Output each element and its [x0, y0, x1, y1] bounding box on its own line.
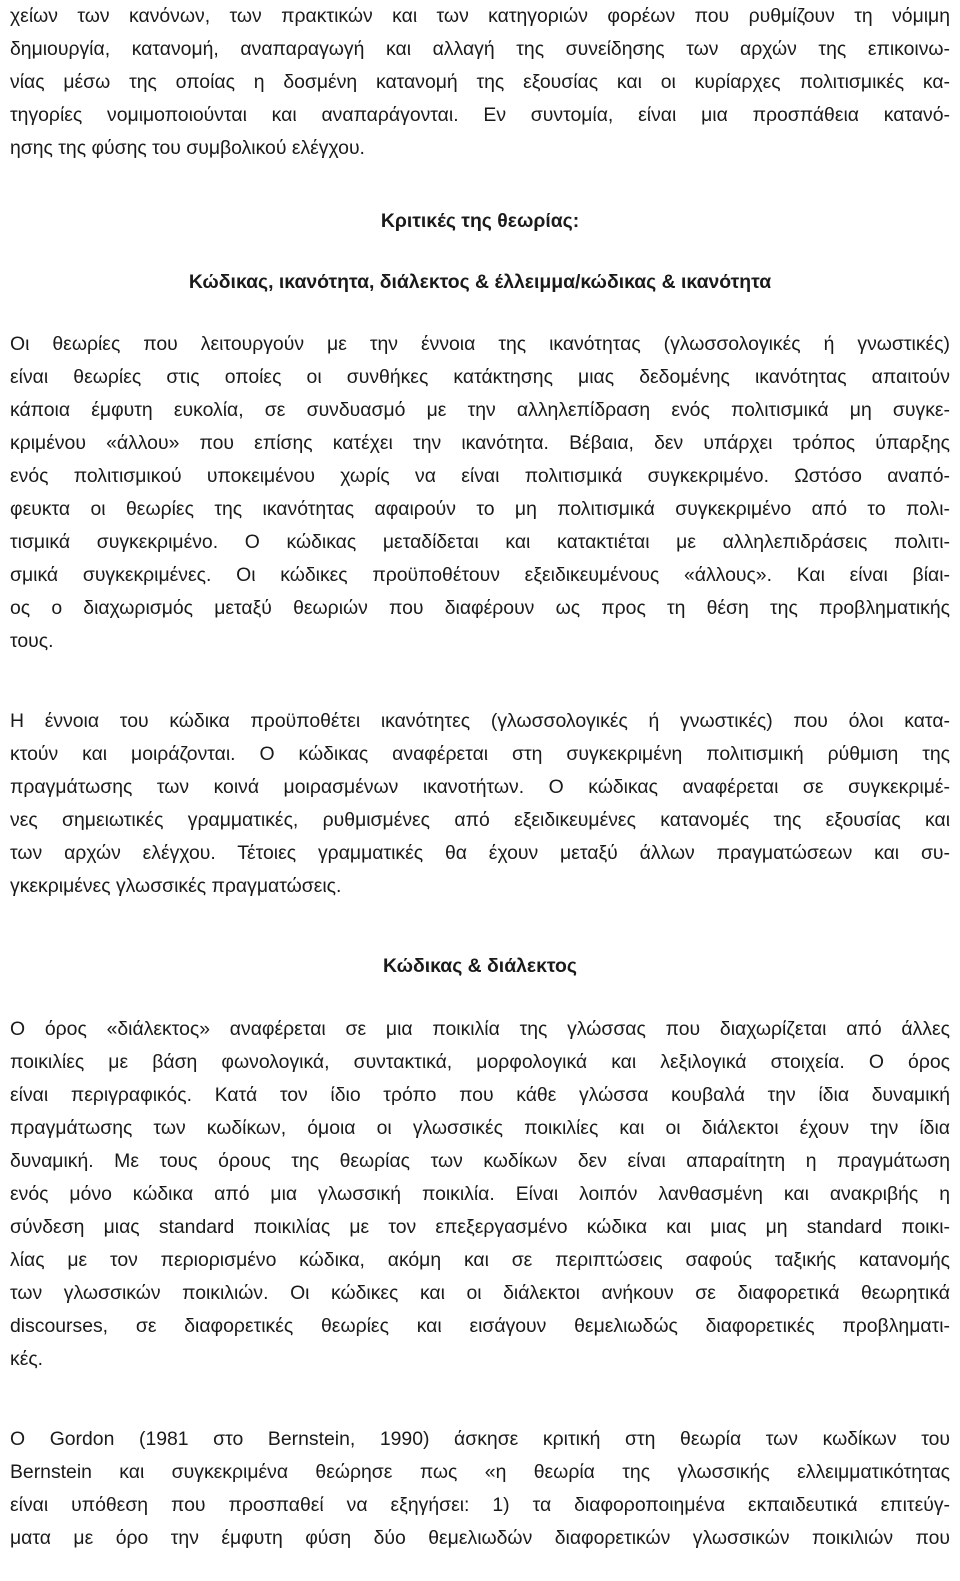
text-line: σμικά συγκεκριμένες. Οι κώδικες προϋποθέτουν εξειδικευμένους «άλλους». Και είναι βίαι-	[10, 564, 950, 586]
text-line: πραγμάτωσης των κοινά μοιρασμένων ικανοτήτων. Ο κώδικας αναφέρεται σε συγκεκριμέ-	[10, 776, 950, 798]
text-line: κάποια έμφυτη ευκολία, σε συνδυασμό με την αλληλεπίδραση ενός πολιτισμικά μη συγκε-	[10, 399, 950, 421]
text-line: λίας με τον περιορισμένο κώδικα, ακόμη και σε περιπτώσεις σαφούς ταξικής κατανομής	[10, 1249, 950, 1271]
text-line: ποικιλίες με βάση φωνολογικά, συντακτικά, μορφολογικά και λεξιλογικά στοιχεία. Ο όρος	[10, 1051, 950, 1073]
text-line: τηγορίες νομιμοποιούνται και αναπαράγονται. Εν συντομία, είναι μια προσπάθεια κατανό-	[10, 104, 950, 126]
text-line: Bernstein και συγκεκριμένα θεώρησε πως «η θεωρία της γλωσσικής ελλειμματικότητας	[10, 1461, 950, 1483]
text-line: κές.	[10, 1348, 44, 1370]
text-line: σύνδεση μιας standard ποικιλίας με τον επεξεργασμένο κώδικα και μιας μη standard ποικι-	[10, 1216, 950, 1238]
text-line: νες σημειωτικές γραμματικές, ρυθμισμένες από εξειδικευμένες κατανομές της εξουσίας και	[10, 809, 950, 831]
text-line: τους.	[10, 630, 54, 652]
section-heading: Κώδικας & διάλεκτος	[383, 955, 577, 977]
text-line: νίας μέσω της οποίας η δοσμένη κατανομή της εξουσίας και οι κυρίαρχες πολιτισμικές κα-	[10, 71, 950, 93]
text-line: είναι περιγραφικός. Κατά τον ίδιο τρόπο που κάθε γλώσσα κουβαλά την ίδια δυναμική	[10, 1084, 950, 1106]
text-line: Ο όρος «διάλεκτος» αναφέρεται σε μια ποικιλία της γλώσσας που διαχωρίζεται από άλλες	[10, 1018, 950, 1040]
text-line: Οι θεωρίες που λειτουργούν με την έννοια της ικανότητας (γλωσσολογικές ή γνωστικές)	[10, 333, 950, 355]
text-line: ματα με όρο την έμφυτη φύση δύο θεμελιωδών διαφορετικών γλωσσικών ποικιλιών που	[10, 1527, 950, 1549]
text-line: ενός μόνο κώδικα από μια γλωσσική ποικιλία. Είναι λοιπόν λανθασμένη και ανακριβής η	[10, 1183, 950, 1205]
text-line: τισμικά συγκεκριμένο. Ο κώδικας μεταδίδεται και κατακτιέται με αλληλεπιδράσεις πολιτι-	[10, 531, 950, 553]
text-line: discourses, σε διαφορετικές θεωρίες και εισάγουν θεμελιωδώς διαφορετικές προβληματι-	[10, 1315, 950, 1337]
text-line: κτούν και μοιράζονται. Ο κώδικας αναφέρεται στη συγκεκριμένη πολιτισμική ρύθμιση της	[10, 743, 950, 765]
section-heading: Κριτικές της θεωρίας:	[380, 210, 580, 232]
text-line: γκεκριμένες γλωσσικές πραγματώσεις.	[10, 875, 342, 897]
text-line: ησης της φύσης του συμβολικού ελέγχου.	[10, 137, 365, 159]
text-line: κριμένου «άλλου» που επίσης κατέχει την ικανότητα. Βέβαια, δεν υπάρχει τρόπος ύπαρξης	[10, 432, 950, 454]
section-subheading: Κώδικας, ικανότητα, διάλεκτος & έλλειμμα/κώδικας & ικανότητα	[188, 271, 772, 293]
text-line: είναι θεωρίες στις οποίες οι συνθήκες κατάκτησης μιας δεδομένης ικανότητας απαιτούν	[10, 366, 950, 388]
text-line: Η έννοια του κώδικα προϋποθέτει ικανότητες (γλωσσολογικές ή γνωστικές) που όλοι κατα-	[10, 710, 950, 732]
text-line: δημιουργία, κατανομή, αναπαραγωγή και αλλαγή της συνείδησης των αρχών της επικοινω-	[10, 38, 950, 60]
text-line: ος ο διαχωρισμός μεταξύ θεωριών που διαφέρουν ως προς τη θέση της προβληματικής	[10, 597, 950, 619]
text-line: πραγμάτωσης των κωδίκων, όμοια οι γλωσσικές ποικιλίες και οι διάλεκτοι έχουν την ίδια	[10, 1117, 950, 1139]
text-line: είναι υπόθεση που προσπαθεί να εξηγήσει: 1) τα διαφοροποιημένα εκπαιδευτικά επιτεύγ-	[10, 1494, 950, 1516]
text-line: των αρχών ελέγχου. Τέτοιες γραμματικές θα έχουν μεταξύ άλλων πραγματώσεων και συ-	[10, 842, 950, 864]
text-line: χείων των κανόνων, των πρακτικών και των κατηγοριών φορέων που ρυθμίζουν τη νόμιμη	[10, 5, 950, 27]
text-line: Ο Gordon (1981 στο Bernstein, 1990) άσκησε κριτική στη θεωρία των κωδίκων του	[10, 1428, 950, 1450]
text-line: των γλωσσικών ποικιλιών. Οι κώδικες και οι διάλεκτοι ανήκουν σε διαφορετικά θεωρητικά	[10, 1282, 950, 1304]
text-line: φευκτα οι θεωρίες της ικανότητας αφαιρούν το μη πολιτισμικά συγκεκριμένο από το πολι-	[10, 498, 950, 520]
text-line: ενός πολιτισμικού υποκειμένου χωρίς να είναι πολιτισμικά συγκεκριμένο. Ωστόσο αναπό-	[10, 465, 950, 487]
text-line: δυναμική. Με τους όρους της θεωρίας των κωδίκων δεν είναι απαραίτητη η πραγμάτωση	[10, 1150, 950, 1172]
